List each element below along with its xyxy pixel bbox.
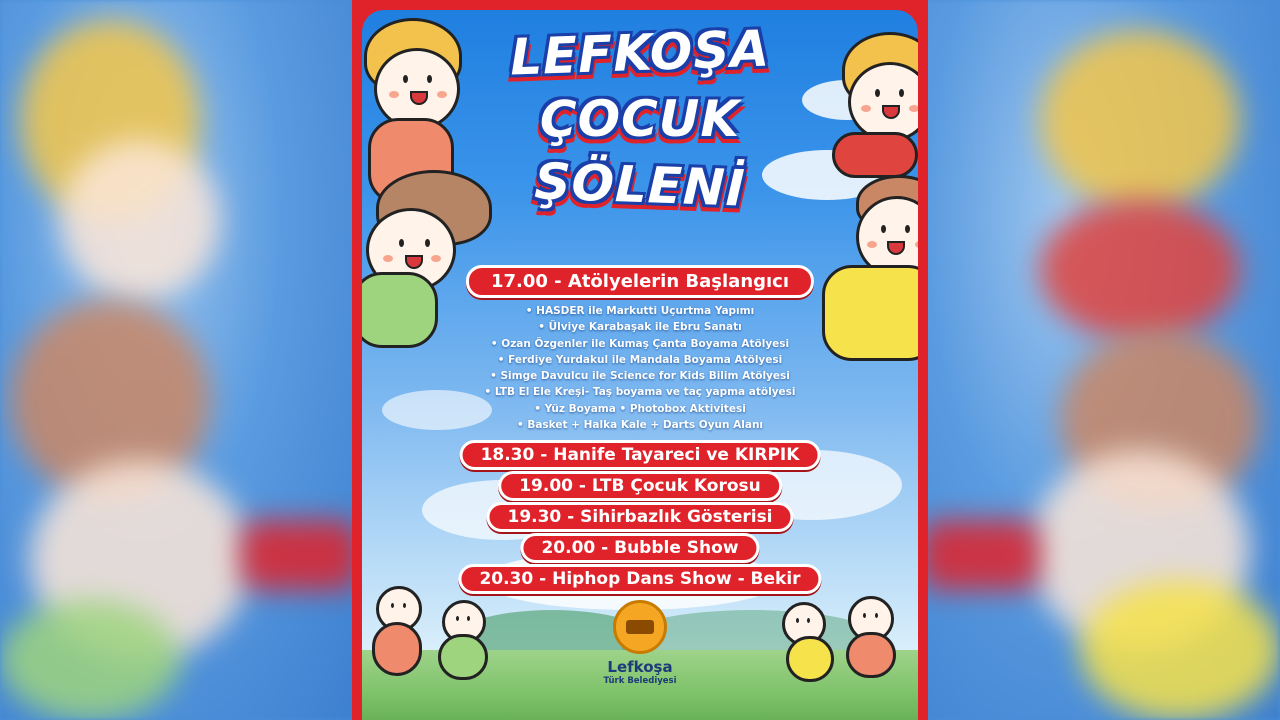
background-right-blur: [920, 0, 1280, 720]
list-item: • Ferdiye Yurdakul ile Mandala Boyama Atölyesi: [352, 352, 928, 368]
title-line-1: LEFKOŞA: [509, 19, 771, 87]
event-pill: 20.30 - Hiphop Dans Show - Bekir: [458, 564, 821, 594]
title-line-3: ŞÖLENİ: [533, 152, 747, 218]
workshop-list: [352, 303, 928, 433]
list-item: • Simge Davulcu ile Science for Kids Bilim Atölyesi: [352, 368, 928, 384]
list-item: • Ülviye Karabaşak ile Ebru Sanatı: [352, 319, 928, 335]
municipality-logo: [585, 600, 695, 686]
schedule-main-pill: 17.00 - Atölyelerin Başlangıcı: [466, 265, 814, 298]
kid-body: [846, 632, 896, 678]
list-item: • Yüz Boyama • Photobox Aktivitesi: [352, 401, 928, 417]
list-item: • Basket + Halka Kale + Darts Oyun Alanı: [352, 417, 928, 433]
event-pill: 19.00 - LTB Çocuk Korosu: [498, 471, 782, 501]
list-item: • LTB El Ele Kreşi- Taş boyama ve taç yapma atölyesi: [352, 384, 928, 400]
background-left-blur: [0, 0, 360, 720]
municipality-emblem-icon: [613, 600, 667, 654]
logo-subtitle: Türk Belediyesi: [603, 676, 677, 686]
kid-body: [786, 636, 834, 682]
title-line-2: ÇOCUK: [539, 90, 741, 148]
list-item: • HASDER ile Markutti Uçurtma Yapımı: [352, 303, 928, 319]
event-poster: [352, 0, 928, 720]
logo-name: Lefkoşa: [607, 658, 673, 676]
event-pill: 19.30 - Sihirbazlık Gösterisi: [486, 502, 793, 532]
kid-body: [438, 634, 488, 680]
festival-title: [352, 19, 928, 218]
event-pill: 18.30 - Hanife Tayareci ve KIRPIK: [460, 440, 821, 470]
event-pill: 20.00 - Bubble Show: [520, 533, 759, 563]
kid-body: [372, 622, 422, 676]
list-item: • Ozan Özgenler ile Kumaş Çanta Boyama Atölyesi: [352, 336, 928, 352]
